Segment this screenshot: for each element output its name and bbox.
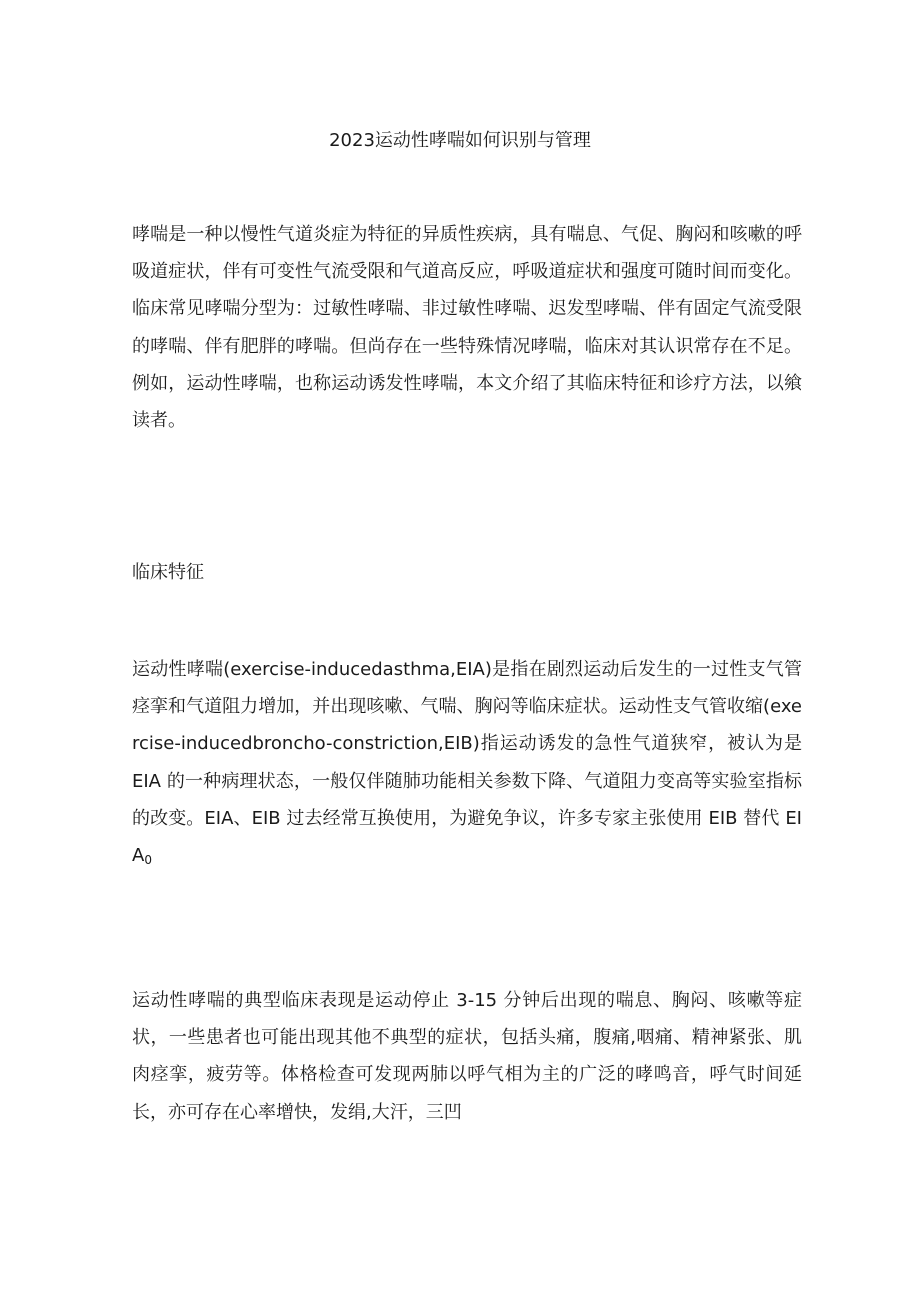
symptoms-paragraph: 运动性哮喘的典型临床表现是运动停止 3-15 分钟后出现的喘息、胸闷、咳嗽等症状，一些患者也可能出现其他不典型的症状，包括头痛，腹痛,咽痛、精神紧张、肌肉痉挛，疲劳等。体格检查可发现两肺以呼气相为主的广泛的哮鸣音，呼气时间延长，亦可存在心率增快，发绢,大汗，三凹 (132, 990, 802, 1123)
definition-paragraph-text: 运动性哮喘(exercise-inducedasthma,EIA)是指在剧烈运动后发生的一过性支气管痉挛和气道阻力增加，并出现咳嗽、气喘、胸闷等临床症状。运动性支气管收缩(exercise-inducedbroncho-constriction,EIB)指运动诱发的急性气道狭窄，被认为是 EIA 的一种病理状态，一般仅伴随肺功能相关参数下降、气道阻力变高等实验室指标的改变。EIA、EIB 过去经常互换使用，为避免争议，许多专家主张使用 EIB 替代 EIA (132, 659, 802, 867)
intro-paragraph: 哮喘是一种以慢性气道炎症为特征的异质性疾病，具有喘息、气促、胸闷和咳嗽的呼吸道症状，伴有可变性气流受限和气道高反应，呼吸道症状和强度可随时间而变化。临床常见哮喘分型为：过敏性哮喘、非过敏性哮喘、迟发型哮喘、伴有固定气流受限的哮喘、伴有肥胖的哮喘。但尚存在一些特殊情况哮喘，临床对其认识常存在不足。例如，运动性哮喘，也称运动诱发性哮喘，本文介绍了其临床特征和诊疗方法，以飨读者。 (132, 224, 802, 432)
definition-paragraph (132, 651, 802, 879)
document-title: 2023运动性哮喘如何识别与管理 (329, 130, 591, 151)
definition-subscript: 0 (144, 853, 152, 868)
section-heading: 临床特征 (132, 562, 204, 583)
